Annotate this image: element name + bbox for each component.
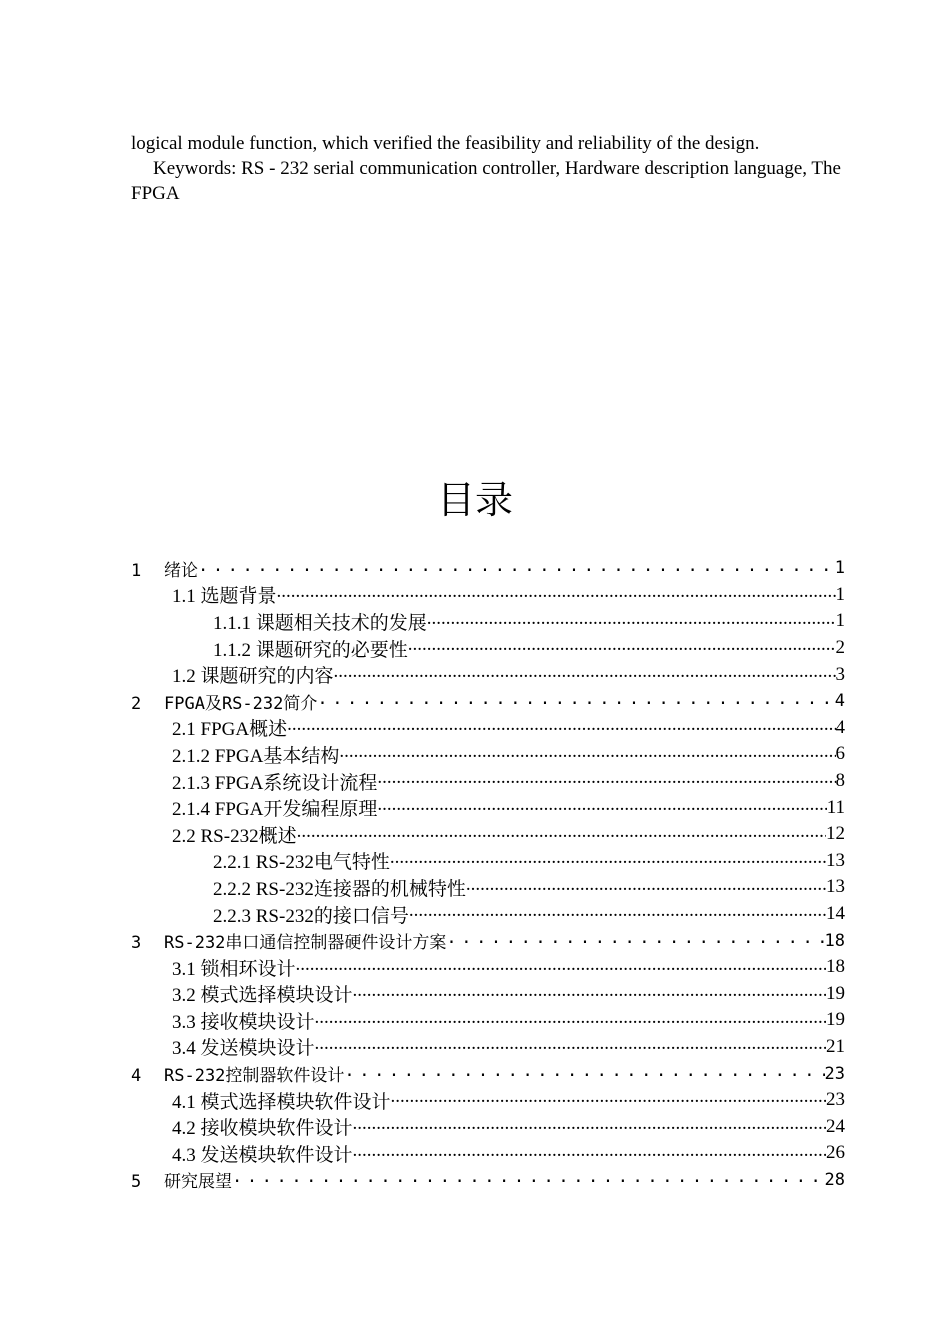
toc-entry-page-number: 4 <box>834 691 845 712</box>
toc-dot-leader <box>353 981 826 1008</box>
toc-entry[interactable] <box>131 1113 845 1140</box>
toc-entry-label <box>131 689 317 714</box>
toc-entry-number: 4 <box>131 1066 142 1087</box>
toc-entry-title: 发送模块软件设计 <box>200 1144 353 1166</box>
toc-entry-number: 2.2.1 <box>213 852 256 874</box>
toc-entry-page-number: 28 <box>824 1169 845 1190</box>
toc-entry-page-number: 23 <box>826 1089 845 1111</box>
toc-entry-title: 接收模块设计 <box>200 1011 315 1033</box>
toc-entry-label <box>213 635 408 662</box>
toc-entry-label <box>172 1033 315 1060</box>
toc-dot-leader <box>339 741 835 768</box>
toc-entry-page-number: 26 <box>826 1142 845 1164</box>
toc-entry-page-number: 14 <box>826 903 845 925</box>
toc-dot-leader <box>277 582 836 609</box>
toc-entry-number: 3 <box>131 933 142 954</box>
toc-entry-page-number: 18 <box>826 956 845 978</box>
toc-entry-label <box>213 847 390 874</box>
toc-entry[interactable] <box>131 715 845 742</box>
toc-entry-title: FPGA基本结构 <box>214 745 340 767</box>
toc-entry-title: RS-232的接口信号 <box>255 905 409 927</box>
toc-entry-page-number: 1 <box>834 558 845 579</box>
toc-entry-title: RS-232连接器的机械特性 <box>255 878 466 900</box>
toc-entry[interactable] <box>131 1007 845 1034</box>
toc-entry-title: 课题研究的必要性 <box>255 639 408 661</box>
toc-entry-number: 1.1.1 <box>213 612 256 634</box>
toc-entry-label <box>172 1007 315 1034</box>
toc-entry-label <box>172 980 353 1007</box>
toc-entry-number: 2.2.3 <box>213 905 256 927</box>
toc-entry[interactable] <box>131 954 845 981</box>
abstract-paragraph: logical module function, which verified the feasibility and reliability of the design. <box>131 133 760 154</box>
toc-dot-leader <box>408 635 836 662</box>
toc-entry[interactable] <box>131 635 845 662</box>
toc-dot-leader <box>409 901 826 928</box>
toc-entry-number: 1.1 <box>172 586 201 608</box>
toc-entry[interactable] <box>131 741 845 768</box>
toc-entry-title: RS-232控制器软件设计 <box>164 1066 345 1087</box>
toc-entry-title: RS-232串口通信控制器硬件设计方案 <box>164 933 447 954</box>
toc-entry-title: RS-232概述 <box>200 825 297 847</box>
toc-entry[interactable] <box>131 661 845 688</box>
toc-entry-number: 3.1 <box>172 958 201 980</box>
toc-entry-title: FPGA及RS-232简介 <box>164 693 318 714</box>
toc-entry-label <box>172 768 377 795</box>
toc-entry[interactable] <box>131 874 845 901</box>
toc-entry-label <box>172 714 287 741</box>
toc-entry-title: FPGA系统设计流程 <box>214 772 378 794</box>
toc-entry-title: 模式选择模块软件设计 <box>200 1091 391 1113</box>
toc-entry[interactable] <box>131 768 845 795</box>
toc-dot-leader <box>315 1034 826 1061</box>
toc-entry[interactable] <box>131 1034 845 1061</box>
toc-entry[interactable] <box>131 555 845 582</box>
toc-entry-number: 5 <box>131 1172 142 1193</box>
toc-dot-leader <box>315 1007 826 1034</box>
toc-title: 目录 <box>436 478 513 522</box>
toc-entry-page-number: 13 <box>826 849 845 871</box>
toc-entry-title: RS-232电气特性 <box>255 852 390 874</box>
toc-entry-title: 绪论 <box>164 560 198 581</box>
toc-entry-title: 发送模块设计 <box>200 1038 315 1060</box>
toc-entry-page-number: 4 <box>835 716 845 738</box>
toc-entry-page-number: 23 <box>824 1063 845 1084</box>
toc-entry-label <box>172 581 277 608</box>
toc-entry[interactable] <box>131 688 845 715</box>
toc-entry[interactable] <box>131 794 845 821</box>
toc-entry-title: 锁相环设计 <box>200 958 296 980</box>
toc-entry[interactable] <box>131 608 845 635</box>
toc-entry-number: 2.1.4 <box>172 799 215 821</box>
toc-entry-label <box>213 901 409 928</box>
toc-entry[interactable] <box>131 821 845 848</box>
toc-entry-number: 1.2 <box>172 666 201 688</box>
toc-entry-title: 课题研究的内容 <box>200 666 334 688</box>
toc-dot-leader <box>353 1113 826 1140</box>
toc-entry-title: FPGA开发编程原理 <box>214 799 378 821</box>
toc-entry[interactable] <box>131 1167 845 1194</box>
toc-dot-leader <box>334 661 836 688</box>
toc-entry-label <box>131 1061 344 1086</box>
toc-entry-page-number: 6 <box>835 743 845 765</box>
toc-dot-leader <box>353 1140 826 1167</box>
toc-entry-page-number: 8 <box>835 770 845 792</box>
toc-entry-label <box>131 1167 232 1192</box>
toc-entry[interactable] <box>131 1087 845 1114</box>
toc-entry-label <box>172 1113 353 1140</box>
toc-dot-leader <box>391 1087 826 1114</box>
toc-entry-page-number: 1 <box>835 583 845 605</box>
toc-entry-page-number: 24 <box>826 1115 845 1137</box>
toc-entry-number: 3.4 <box>172 1038 201 1060</box>
toc-entry-title: 课题相关技术的发展 <box>255 612 427 634</box>
toc-entry-page-number: 19 <box>826 1009 845 1031</box>
toc-entry[interactable] <box>131 927 845 954</box>
toc-entry-number: 4.1 <box>172 1091 201 1113</box>
toc-entry-label <box>172 821 297 848</box>
toc-entry-page-number: 19 <box>826 982 845 1004</box>
toc-entry-title: 选题背景 <box>200 586 277 608</box>
toc-entry-page-number: 12 <box>826 823 845 845</box>
toc-entry-label <box>131 556 198 581</box>
toc-entry-label <box>172 1087 391 1114</box>
toc-entry-page-number: 2 <box>835 637 845 659</box>
toc-entry-label <box>172 954 296 981</box>
toc-dot-leader <box>377 768 835 795</box>
toc-entry-label <box>131 928 446 953</box>
toc-entry-number: 2.1.3 <box>172 772 215 794</box>
toc-entry-number: 3.2 <box>172 985 201 1007</box>
toc-entry-label <box>172 794 377 821</box>
toc-dot-leader <box>427 608 836 635</box>
toc-entry-number: 4.3 <box>172 1144 201 1166</box>
toc-dot-leader <box>198 555 835 582</box>
toc-entry-number: 3.3 <box>172 1011 201 1033</box>
toc-entry[interactable] <box>131 582 845 609</box>
keywords-paragraph: Keywords: RS - 232 serial communication controller, Hardware description language, The FPGA <box>131 158 841 204</box>
toc-entry-page-number: 3 <box>835 663 845 685</box>
toc-dot-leader <box>232 1167 825 1194</box>
toc-entry-number: 2 <box>131 693 142 714</box>
toc-dot-leader <box>317 688 834 715</box>
toc-entry-label <box>213 874 466 901</box>
toc-entry-label <box>172 1140 353 1167</box>
toc-entry[interactable] <box>131 901 845 928</box>
toc-entry-number: 1.1.2 <box>213 639 256 661</box>
toc-dot-leader <box>466 874 826 901</box>
toc-entry-page-number: 18 <box>824 930 845 951</box>
toc-entry-number: 2.2.2 <box>213 878 256 900</box>
table-of-contents <box>131 555 845 1193</box>
toc-entry[interactable] <box>131 848 845 875</box>
toc-entry-label <box>172 741 339 768</box>
toc-entry-page-number: 11 <box>826 796 845 818</box>
abstract-section <box>131 131 845 206</box>
toc-entry-number: 1 <box>131 560 142 581</box>
toc-dot-leader <box>297 821 826 848</box>
toc-entry-title: 模式选择模块设计 <box>200 985 353 1007</box>
toc-entry-page-number: 21 <box>826 1035 845 1057</box>
toc-entry[interactable] <box>131 981 845 1008</box>
toc-entry-number: 2.1.2 <box>172 745 215 767</box>
toc-dot-leader <box>344 1060 824 1087</box>
toc-entry-title: 接收模块软件设计 <box>200 1118 353 1140</box>
toc-dot-leader <box>446 927 824 954</box>
toc-dot-leader <box>287 715 835 742</box>
toc-entry-page-number: 13 <box>826 876 845 898</box>
toc-entry[interactable] <box>131 1060 845 1087</box>
toc-entry[interactable] <box>131 1140 845 1167</box>
toc-entry-label <box>213 608 427 635</box>
toc-dot-leader <box>296 954 826 981</box>
toc-entry-number: 4.2 <box>172 1118 201 1140</box>
toc-entry-page-number: 1 <box>835 610 845 632</box>
toc-dot-leader <box>390 848 826 875</box>
toc-entry-title: 研究展望 <box>164 1172 232 1193</box>
toc-dot-leader <box>377 794 826 821</box>
toc-entry-title: FPGA概述 <box>200 719 288 741</box>
toc-entry-number: 2.1 <box>172 719 201 741</box>
toc-entry-label <box>172 661 334 688</box>
toc-entry-number: 2.2 <box>172 825 201 847</box>
